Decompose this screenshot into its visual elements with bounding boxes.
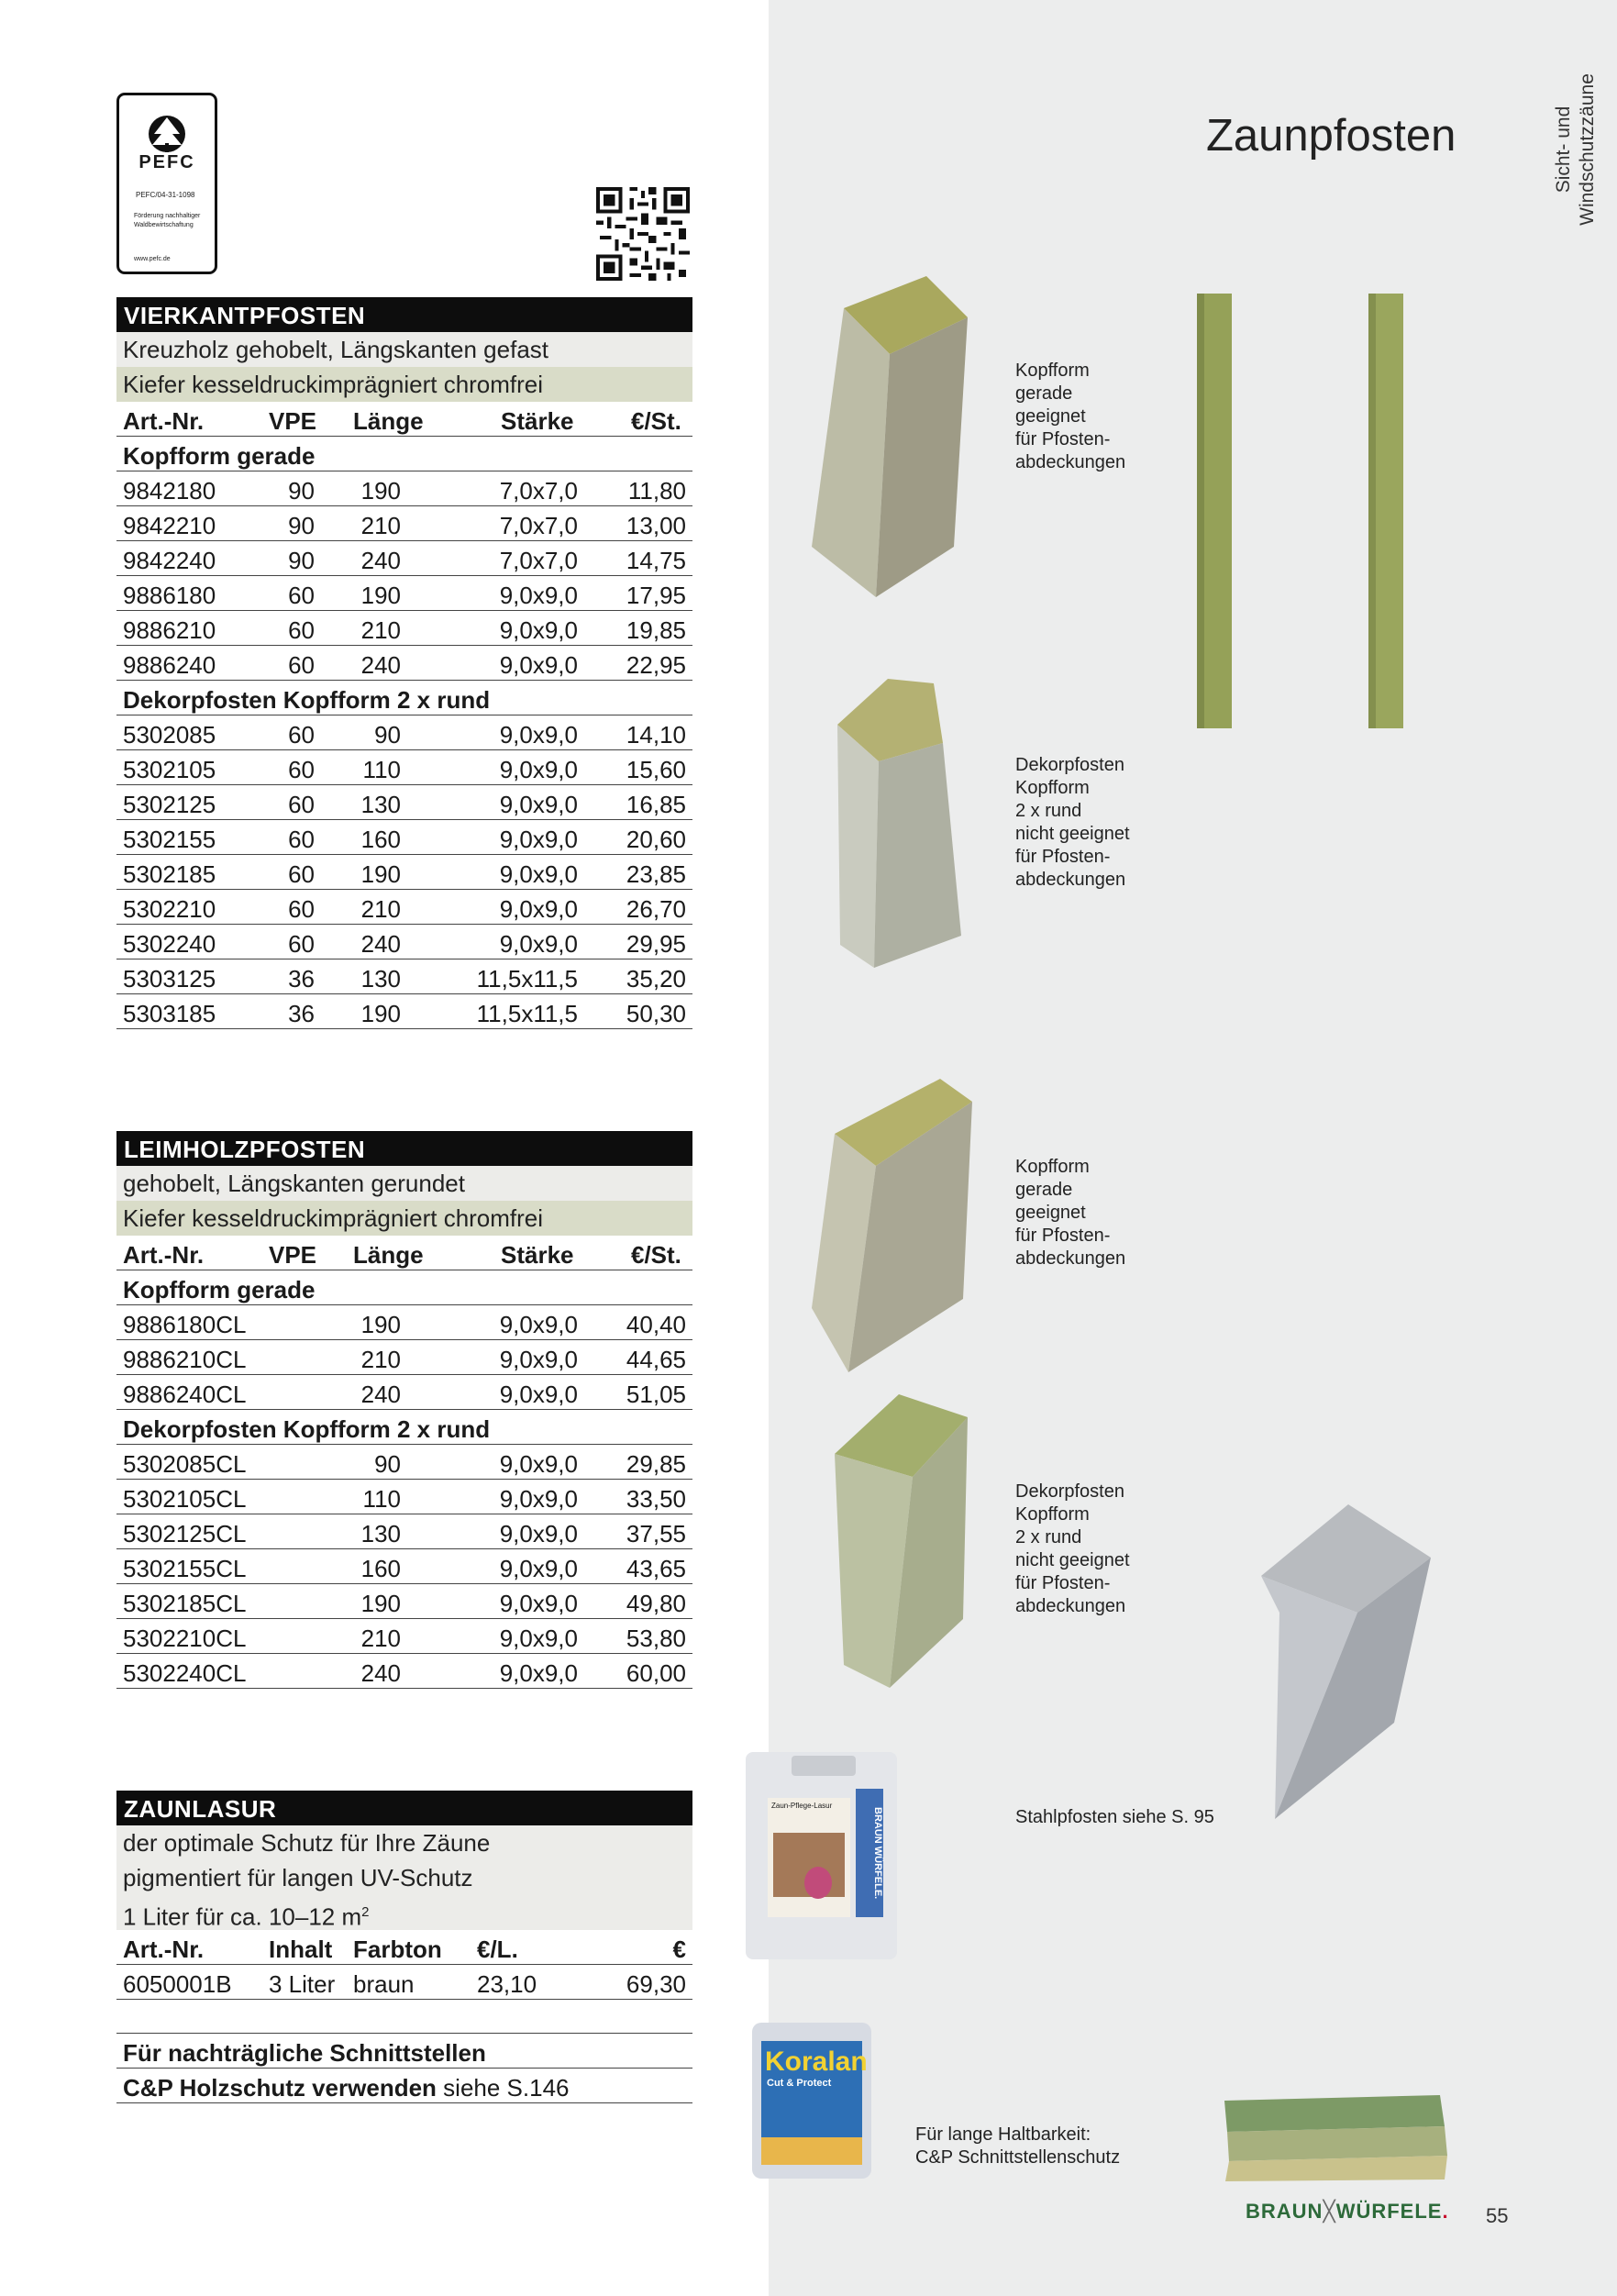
cell-price: 15,60 bbox=[626, 756, 686, 783]
cell-vpe: 36 bbox=[288, 1000, 315, 1027]
zaunlasur-title: ZAUNLASUR bbox=[116, 1791, 692, 1825]
cell-art: 5302240 bbox=[123, 930, 216, 958]
cell-price: 22,95 bbox=[626, 651, 686, 679]
pefc-brand: PEFC bbox=[138, 152, 195, 172]
cp-line1-text: Für nachträgliche Schnittstellen bbox=[123, 2039, 486, 2067]
cell-art: 9886180CL bbox=[123, 1311, 247, 1338]
cell-price: 69,30 bbox=[626, 1970, 686, 1998]
vierkant-title: VIERKANTPFOSTEN bbox=[116, 297, 692, 332]
table-row bbox=[116, 785, 692, 820]
leimholz-table bbox=[116, 1131, 692, 1689]
cell-art: 5302155 bbox=[123, 826, 216, 853]
cell-str: 7,0x7,0 bbox=[499, 477, 578, 505]
cell-str: 9,0x9,0 bbox=[499, 826, 578, 853]
cell-art: 5302210 bbox=[123, 895, 216, 923]
vierkant-table bbox=[116, 297, 692, 1029]
cp-line2 bbox=[116, 2069, 692, 2103]
col-price: € bbox=[672, 1936, 686, 1963]
caption-stahl: Stahlpfosten siehe S. 95 bbox=[1015, 1807, 1214, 1827]
cell-len: 110 bbox=[362, 1485, 401, 1513]
leimholz-desc1: gehobelt, Längskanten gerundet bbox=[116, 1166, 692, 1201]
cell-str: 9,0x9,0 bbox=[499, 791, 578, 818]
cell-str: 9,0x9,0 bbox=[499, 1450, 578, 1478]
brand-left: BRAUN bbox=[1246, 2200, 1324, 2223]
table-row bbox=[116, 1480, 692, 1514]
col-str: Stärke bbox=[501, 407, 574, 435]
cell-vpe: 90 bbox=[288, 512, 315, 539]
table-row bbox=[116, 471, 692, 506]
col-art: Art.-Nr. bbox=[123, 407, 205, 435]
braun-wuerfele-logo bbox=[1246, 2200, 1449, 2224]
table-row bbox=[116, 994, 692, 1029]
cell-len: 160 bbox=[360, 1555, 401, 1582]
brand-x-icon: ╳ bbox=[1323, 2200, 1336, 2223]
cell-str: 9,0x9,0 bbox=[499, 616, 578, 644]
cell-price: 43,65 bbox=[626, 1555, 686, 1582]
cell-vpe: 36 bbox=[288, 965, 315, 993]
cell-vpe: 60 bbox=[288, 651, 315, 679]
cell-len: 110 bbox=[362, 756, 401, 783]
pefc-web: www.pefc.de bbox=[134, 256, 171, 262]
cell-price: 40,40 bbox=[626, 1311, 686, 1338]
cell-art: 5302155CL bbox=[123, 1555, 247, 1582]
post-decor-round-image bbox=[833, 670, 1007, 972]
side-tab bbox=[1548, 53, 1603, 246]
cell-vpe: 60 bbox=[288, 616, 315, 644]
caption-vk-gerade: Kopfform gerade geeignet für Pfosten- abdeckungen bbox=[1015, 360, 1126, 472]
koralan-can-image bbox=[752, 2023, 871, 2179]
col-len: Länge bbox=[353, 1241, 424, 1269]
leimholz-desc2: Kiefer kesseldruckimprägniert chromfrei bbox=[116, 1201, 692, 1236]
group-label: Dekorpfosten Kopfform 2 x rund bbox=[123, 686, 491, 714]
cell-str: 11,5x11,5 bbox=[476, 1000, 578, 1027]
cell-farbton: braun bbox=[353, 1970, 415, 1998]
cell-vpe: 60 bbox=[288, 826, 315, 853]
col-art: Art.-Nr. bbox=[123, 1241, 205, 1269]
cell-len: 210 bbox=[360, 616, 401, 644]
cell-len: 90 bbox=[374, 721, 401, 749]
table-row bbox=[116, 1340, 692, 1375]
table-row bbox=[116, 611, 692, 646]
cell-art: 5303125 bbox=[123, 965, 216, 993]
cell-len: 240 bbox=[360, 930, 401, 958]
cell-art: 5302105 bbox=[123, 756, 216, 783]
table-row bbox=[116, 1445, 692, 1480]
cell-art: 5302185CL bbox=[123, 1590, 247, 1617]
qr-code-icon bbox=[596, 187, 690, 281]
cell-price: 33,50 bbox=[626, 1485, 686, 1513]
cell-str: 9,0x9,0 bbox=[499, 1625, 578, 1652]
pefc-logo bbox=[116, 93, 217, 274]
pefc-tree-icon bbox=[139, 110, 194, 154]
table-row bbox=[116, 925, 692, 959]
zaunlasur-desc3 bbox=[116, 1895, 692, 1930]
table-row bbox=[116, 715, 692, 750]
table-row bbox=[116, 855, 692, 890]
cell-vpe: 60 bbox=[288, 721, 315, 749]
table-row bbox=[116, 1305, 692, 1340]
cell-art: 9886180 bbox=[123, 582, 216, 609]
group-row bbox=[116, 1270, 692, 1305]
cell-len: 130 bbox=[360, 1520, 401, 1547]
table-row bbox=[116, 1619, 692, 1654]
table-row bbox=[116, 1514, 692, 1549]
page-number: 55 bbox=[1486, 2204, 1509, 2227]
cell-len: 190 bbox=[360, 477, 401, 505]
cell-len: 190 bbox=[360, 860, 401, 888]
cell-price: 16,85 bbox=[626, 791, 686, 818]
table-header-row bbox=[116, 1236, 692, 1270]
koralan-brand: Koralan bbox=[765, 2046, 868, 2077]
cell-vpe: 60 bbox=[288, 582, 315, 609]
pefc-promo: Förderung nachhaltiger Waldbewirtschaftung bbox=[134, 213, 201, 228]
cell-len: 130 bbox=[360, 791, 401, 818]
cell-inhalt: 3 Liter bbox=[269, 1970, 336, 1998]
cell-str: 7,0x7,0 bbox=[499, 512, 578, 539]
cell-str: 9,0x9,0 bbox=[499, 895, 578, 923]
cell-art: 9842210 bbox=[123, 512, 216, 539]
cell-price: 51,05 bbox=[626, 1381, 686, 1408]
glulam-post-decor-image bbox=[830, 1390, 995, 1692]
cell-vpe: 60 bbox=[288, 791, 315, 818]
cell-str: 9,0x9,0 bbox=[499, 1311, 578, 1338]
table-header-row bbox=[116, 1930, 692, 1965]
cell-str: 9,0x9,0 bbox=[499, 1346, 578, 1373]
cell-len: 240 bbox=[360, 547, 401, 574]
cell-art: 5302105CL bbox=[123, 1485, 247, 1513]
cell-price: 23,85 bbox=[626, 860, 686, 888]
leimholz-title: LEIMHOLZPFOSTEN bbox=[116, 1131, 692, 1166]
col-str: Stärke bbox=[501, 1241, 574, 1269]
vierkant-desc2: Kiefer kesseldruckimprägniert chromfrei bbox=[116, 367, 692, 402]
table-row bbox=[116, 576, 692, 611]
cell-art: 6050001B bbox=[123, 1970, 232, 1998]
post-front-views-image bbox=[1192, 292, 1449, 732]
col-inhalt: Inhalt bbox=[269, 1936, 333, 1963]
cell-vpe: 90 bbox=[288, 477, 315, 505]
zaunlasur-can-image bbox=[746, 1752, 897, 1959]
zaunlasur-desc1: der optimale Schutz für Ihre Zäune bbox=[116, 1825, 692, 1860]
cell-str: 9,0x9,0 bbox=[499, 930, 578, 958]
zaunlasur-table bbox=[116, 1791, 692, 2000]
cell-len: 190 bbox=[360, 1000, 401, 1027]
cell-art: 9886240 bbox=[123, 651, 216, 679]
cell-art: 9886240CL bbox=[123, 1381, 247, 1408]
group-label: Kopfform gerade bbox=[123, 1276, 316, 1303]
glulam-post-flat-image bbox=[807, 1079, 991, 1381]
can-brand-text: BRAUN WÜRFELE. bbox=[856, 1789, 883, 1917]
cell-str: 9,0x9,0 bbox=[499, 756, 578, 783]
cell-art: 5302085 bbox=[123, 721, 216, 749]
coverage-text: 1 Liter für ca. 10–12 m bbox=[123, 1902, 362, 1931]
cell-price: 19,85 bbox=[626, 616, 686, 644]
table-row bbox=[116, 646, 692, 681]
col-art: Art.-Nr. bbox=[123, 1936, 205, 1963]
zaunlasur-desc2: pigmentiert für langen UV-Schutz bbox=[116, 1860, 692, 1895]
col-per-liter: €/L. bbox=[477, 1936, 518, 1963]
group-row bbox=[116, 681, 692, 715]
col-vpe: VPE bbox=[269, 407, 317, 435]
group-row bbox=[116, 1410, 692, 1445]
cell-len: 130 bbox=[360, 965, 401, 993]
side-tab-line1: Sicht- und bbox=[1553, 105, 1574, 194]
can-label-text: Zaun-Pflege-Lasur bbox=[771, 1802, 833, 1810]
group-label: Dekorpfosten Kopfform 2 x rund bbox=[123, 1415, 491, 1443]
cell-price: 17,95 bbox=[626, 582, 686, 609]
cell-price: 60,00 bbox=[626, 1659, 686, 1687]
cell-len: 210 bbox=[360, 1625, 401, 1652]
table-row bbox=[116, 541, 692, 576]
page-title: Zaunpfosten bbox=[1206, 111, 1456, 161]
group-row bbox=[116, 437, 692, 471]
cell-price: 11,80 bbox=[627, 477, 686, 505]
col-vpe: VPE bbox=[269, 1241, 317, 1269]
table-row bbox=[116, 750, 692, 785]
cell-vpe: 60 bbox=[288, 930, 315, 958]
col-price: €/St. bbox=[631, 407, 681, 435]
cell-art: 9886210CL bbox=[123, 1346, 247, 1373]
cell-len: 190 bbox=[360, 582, 401, 609]
table-row bbox=[116, 1375, 692, 1410]
col-len: Länge bbox=[353, 407, 424, 435]
table-row bbox=[116, 959, 692, 994]
cell-str: 9,0x9,0 bbox=[499, 582, 578, 609]
cell-len: 210 bbox=[360, 512, 401, 539]
cell-str: 9,0x9,0 bbox=[499, 1555, 578, 1582]
cell-price: 50,30 bbox=[626, 1000, 686, 1027]
cell-len: 160 bbox=[360, 826, 401, 853]
cell-price: 49,80 bbox=[626, 1590, 686, 1617]
cp-line2-bold: C&P Holzschutz verwenden bbox=[123, 2074, 437, 2102]
cell-len: 190 bbox=[360, 1590, 401, 1617]
cell-art: 5302210CL bbox=[123, 1625, 247, 1652]
cell-art: 5303185 bbox=[123, 1000, 216, 1027]
cell-art: 5302125 bbox=[123, 791, 216, 818]
cell-price: 26,70 bbox=[626, 895, 686, 923]
cut-edge-boards-image bbox=[1220, 2091, 1449, 2183]
cell-len: 240 bbox=[360, 1381, 401, 1408]
cell-art: 5302185 bbox=[123, 860, 216, 888]
cell-str: 9,0x9,0 bbox=[499, 1590, 578, 1617]
cell-vpe: 60 bbox=[288, 756, 315, 783]
brand-dot: . bbox=[1442, 2200, 1449, 2223]
cell-price: 29,85 bbox=[626, 1450, 686, 1478]
group-label: Kopfform gerade bbox=[123, 442, 316, 470]
cell-art: 9886210 bbox=[123, 616, 216, 644]
cell-price: 44,65 bbox=[626, 1346, 686, 1373]
cell-str: 7,0x7,0 bbox=[499, 547, 578, 574]
cell-price: 14,75 bbox=[626, 547, 686, 574]
cell-vpe: 60 bbox=[288, 895, 315, 923]
cell-art: 9842180 bbox=[123, 477, 216, 505]
koralan-sub: Cut & Protect bbox=[767, 2078, 832, 2089]
cell-len: 240 bbox=[360, 651, 401, 679]
cell-str: 9,0x9,0 bbox=[499, 651, 578, 679]
caption-schnitt: Für lange Haltbarkeit: C&P Schnittstellenschutz bbox=[915, 2124, 1121, 2168]
cell-len: 240 bbox=[360, 1659, 401, 1687]
cell-price: 35,20 bbox=[626, 965, 686, 993]
table-row bbox=[116, 506, 692, 541]
cell-per-liter: 23,10 bbox=[477, 1970, 537, 1998]
cell-str: 11,5x11,5 bbox=[476, 965, 578, 993]
cell-price: 20,60 bbox=[626, 826, 686, 853]
post-square-flat-image bbox=[807, 272, 981, 602]
table-row bbox=[116, 1654, 692, 1689]
cell-vpe: 60 bbox=[288, 860, 315, 888]
caption-lh-gerade: Kopfform gerade geeignet für Pfosten- abdeckungen bbox=[1015, 1157, 1126, 1269]
cp-note bbox=[116, 2033, 692, 2103]
cp-line2-rest: siehe S.146 bbox=[436, 2074, 570, 2102]
cell-art: 9842240 bbox=[123, 547, 216, 574]
table-row bbox=[116, 890, 692, 925]
steel-post-image bbox=[1257, 1503, 1440, 1824]
cell-len: 210 bbox=[360, 895, 401, 923]
cell-vpe: 90 bbox=[288, 547, 315, 574]
cell-price: 14,10 bbox=[626, 721, 686, 749]
caption-lh-dekor: Dekorpfosten Kopfform 2 x rund nicht geeignet für Pfosten- abdeckungen bbox=[1015, 1481, 1130, 1616]
side-tab-line2: Windschutzzäune bbox=[1577, 73, 1598, 226]
table-header-row bbox=[116, 402, 692, 437]
cell-len: 90 bbox=[374, 1450, 401, 1478]
cell-len: 210 bbox=[360, 1346, 401, 1373]
table-row bbox=[116, 820, 692, 855]
cell-price: 37,55 bbox=[626, 1520, 686, 1547]
table-row bbox=[116, 1584, 692, 1619]
brand-right: WÜRFELE bbox=[1335, 2200, 1443, 2223]
cell-str: 9,0x9,0 bbox=[499, 1520, 578, 1547]
cell-str: 9,0x9,0 bbox=[499, 1381, 578, 1408]
col-farbton: Farbton bbox=[353, 1936, 442, 1963]
table-row bbox=[116, 1965, 692, 2000]
cp-line1 bbox=[116, 2034, 692, 2069]
caption-vk-dekor: Dekorpfosten Kopfform 2 x rund nicht geeignet für Pfosten- abdeckungen bbox=[1015, 755, 1130, 890]
cell-art: 5302085CL bbox=[123, 1450, 247, 1478]
cell-art: 5302240CL bbox=[123, 1659, 247, 1687]
table-row bbox=[116, 1549, 692, 1584]
coverage-sup: 2 bbox=[361, 1904, 370, 1920]
cell-str: 9,0x9,0 bbox=[499, 860, 578, 888]
cell-str: 9,0x9,0 bbox=[499, 1485, 578, 1513]
cell-price: 53,80 bbox=[626, 1625, 686, 1652]
cell-price: 13,00 bbox=[626, 512, 686, 539]
vierkant-desc1: Kreuzholz gehobelt, Längskanten gefast bbox=[116, 332, 692, 367]
cell-art: 5302125CL bbox=[123, 1520, 247, 1547]
cell-len: 190 bbox=[360, 1311, 401, 1338]
cell-price: 29,95 bbox=[626, 930, 686, 958]
col-price: €/St. bbox=[631, 1241, 681, 1269]
cell-str: 9,0x9,0 bbox=[499, 721, 578, 749]
cell-str: 9,0x9,0 bbox=[499, 1659, 578, 1687]
pefc-cert: PEFC/04-31-1098 bbox=[136, 191, 195, 199]
